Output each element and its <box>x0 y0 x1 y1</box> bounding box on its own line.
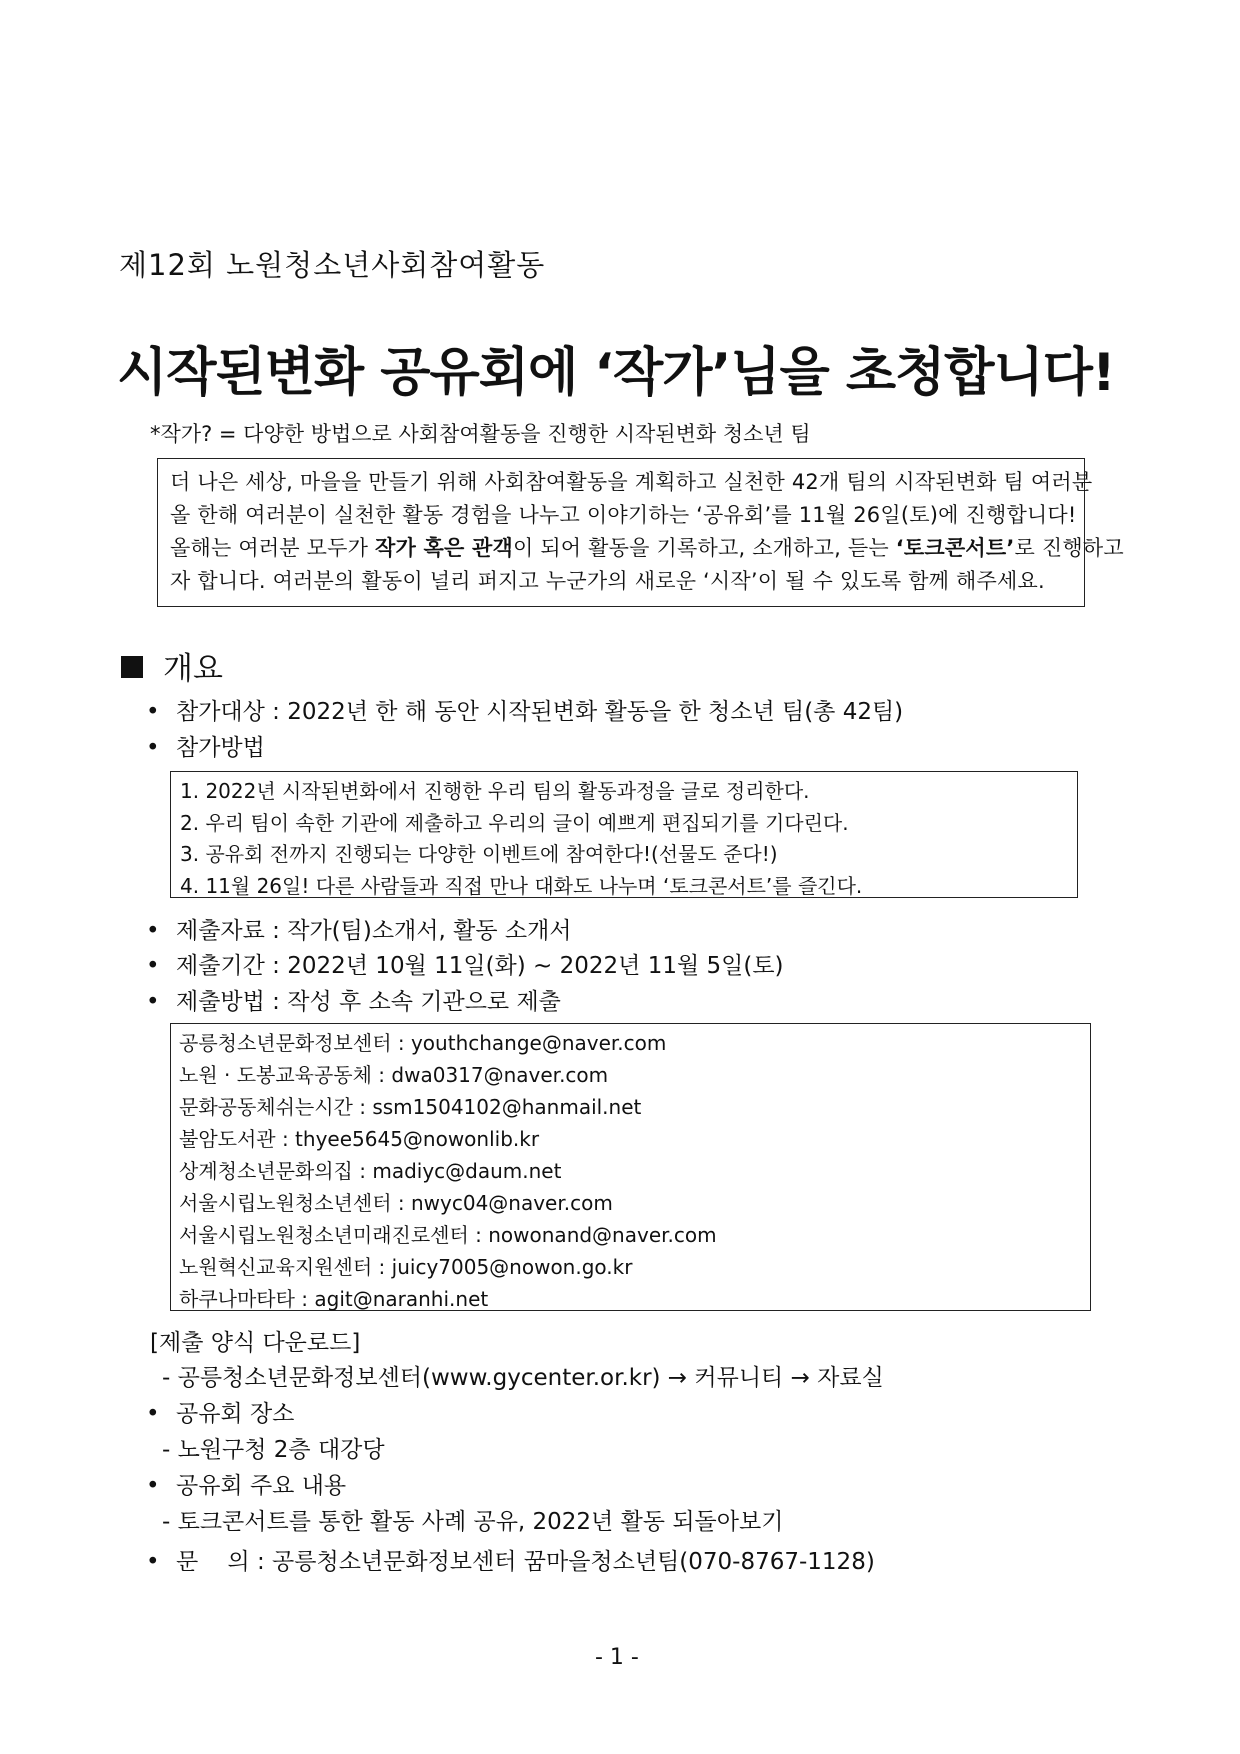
content-bullet: • 공유회 주요 내용 <box>146 1473 347 1499</box>
intro-box <box>157 458 1124 607</box>
materials-bullet: • 제출자료 : 작가(팀)소개서, 활동 소개서 <box>146 918 572 944</box>
inquiry-bullet: • 문 의 : 공릉청소년문화정보센터 꿈마을청소년팀(070-8767-1128) <box>146 1549 875 1575</box>
method-bullet: • 참가방법 <box>146 735 265 761</box>
venue-text: - 노원구청 2층 대강당 <box>162 1437 385 1463</box>
submit-method-bullet: • 제출방법 : 작성 후 소속 기관으로 제출 <box>146 989 561 1015</box>
step-item: 4. 11월 26일! 다른 사람들과 직접 만나 대화도 나누며 ‘토크콘서트’를 즐긴다. <box>180 874 863 898</box>
contact-item: 공릉청소년문화정보센터 : youthchange@naver.com <box>179 1031 667 1055</box>
step-item: 1. 2022년 시작된변화에서 진행한 우리 팀의 활동과정을 글로 정리한다. <box>180 779 810 803</box>
intro-line-3: 올해는 여러분 모두가 작가 혹은 관객이 되어 활동을 기록하고, 소개하고, 듣는 ‘토크콘서트’로 진행하고 <box>170 536 1124 560</box>
page-number: - 1 - <box>595 1645 639 1670</box>
writer-definition-note: *작가? = 다양한 방법으로 사회참여활동을 진행한 시작된변화 청소년 팀 <box>150 422 811 446</box>
intro-line-4: 자 합니다. 여러분의 활동이 널리 퍼지고 누군가의 새로운 ‘시작’이 될 수 있도록 함께 해주세요. <box>170 569 1045 593</box>
contact-item: 상계청소년문화의집 : madiyc@daum.net <box>179 1159 562 1183</box>
contact-item: 불암도서관 : thyee5645@nowonlib.kr <box>179 1127 540 1151</box>
contact-item: 문화공동체쉬는시간 : ssm1504102@hanmail.net <box>179 1095 642 1119</box>
contact-item: 하쿠나마타타 : agit@naranhi.net <box>179 1287 489 1311</box>
step-item: 3. 공유회 전까지 진행되는 다양한 이벤트에 참여한다!(선물도 준다!) <box>180 842 778 866</box>
target-bullet: • 참가대상 : 2022년 한 해 동안 시작된변화 활동을 한 청소년 팀(총 42팀) <box>146 699 904 725</box>
venue-bullet: • 공유회 장소 <box>146 1401 295 1427</box>
contact-item: 서울시립노원청소년센터 : nwyc04@naver.com <box>179 1191 613 1215</box>
steps-box <box>170 771 1078 898</box>
event-subtitle: 제12회 노원청소년사회참여활동 <box>119 248 546 282</box>
contact-item: 서울시립노원청소년미래진로센터 : nowonand@naver.com <box>179 1223 717 1247</box>
period-bullet: • 제출기간 : 2022년 10월 11일(화) ~ 2022년 11월 5일(토) <box>146 953 784 979</box>
intro-line-1: 더 나은 세상, 마을을 만들기 위해 사회참여활동을 계획하고 실천한 42개 팀의 시작된변화 팀 여러분 <box>170 470 1093 494</box>
contacts-box <box>170 1023 1091 1311</box>
page-title: 시작된변화 공유회에 ‘작가’님을 초청합니다! <box>117 343 1115 403</box>
square-bullet-icon <box>121 656 143 678</box>
contact-item: 노원 · 도봉교육공동체 : dwa0317@naver.com <box>179 1063 609 1087</box>
download-path: - 공릉청소년문화정보센터(www.gycenter.or.kr) → 커뮤니티 → 자료실 <box>162 1365 884 1391</box>
download-label: [제출 양식 다운로드] <box>150 1330 361 1356</box>
contact-item: 노원혁신교육지원센터 : juicy7005@nowon.go.kr <box>179 1255 633 1279</box>
content-text: - 토크콘서트를 통한 활동 사례 공유, 2022년 활동 되돌아보기 <box>162 1509 784 1535</box>
intro-line-2: 올 한해 여러분이 실천한 활동 경험을 나누고 이야기하는 ‘공유회’를 11월 26일(토)에 진행합니다! <box>170 503 1077 527</box>
step-item: 2. 우리 팀이 속한 기관에 제출하고 우리의 글이 예쁘게 편집되기를 기다린다. <box>180 811 849 835</box>
overview-heading: 개요 <box>121 643 223 688</box>
